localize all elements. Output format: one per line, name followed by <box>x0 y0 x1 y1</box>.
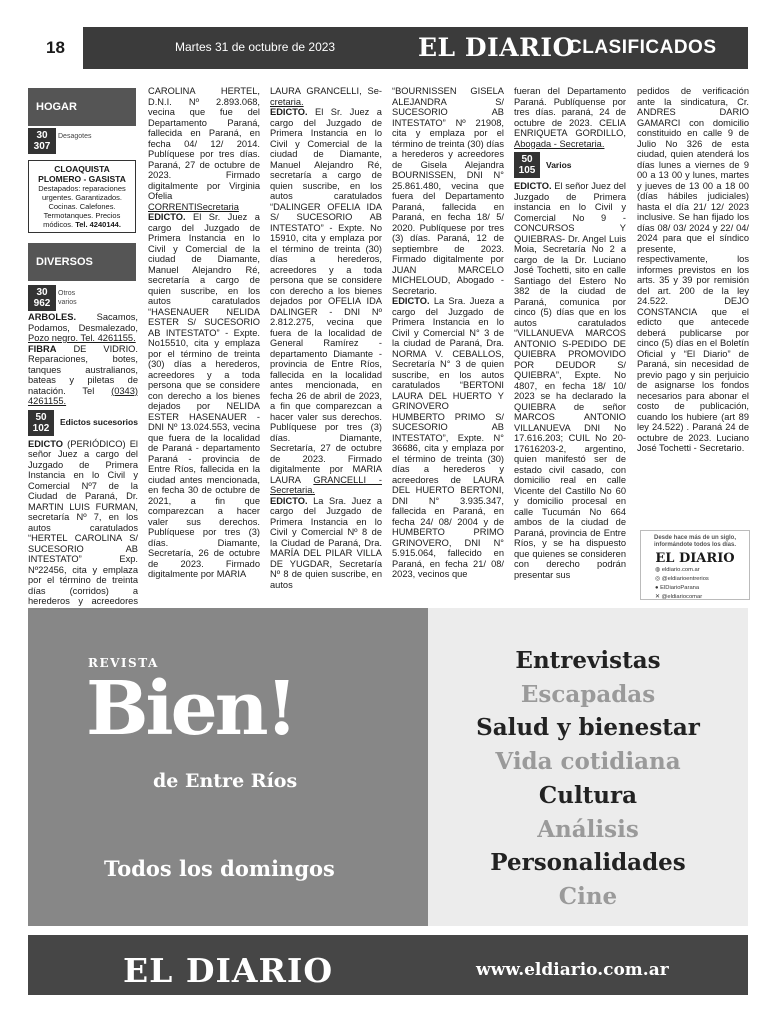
classified-arboles: ARBOLES. Sacamos, Podamos, Desmalezado, Pozo negro. Tel. 4261155. <box>28 312 138 343</box>
code-badge: 50 105 <box>514 152 540 178</box>
newspaper-logo: EL DIARIO <box>418 33 575 62</box>
topic-item: Entrevistas <box>515 647 661 674</box>
column-2 <box>148 86 260 580</box>
promo-tagline: Desde hace más de un siglo, informándote todos los días. <box>653 535 737 548</box>
classified-code-desagotes <box>28 128 136 158</box>
classified-fibra: FIBRA DE VIDRIO. Reparaciones, botes, tanques australianos, bateas y piletas de natación. Tel (0343) 4261155. <box>28 343 138 406</box>
facebook-icon: ● <box>655 585 659 591</box>
category-header-diversos: DIVERSOS <box>28 243 136 281</box>
classified-code-otros <box>28 285 136 315</box>
ad-body: Destapados: reparaciones urgentes. Garantizados. Cocinas. Calefones. Termotanques. Precios módicos. <box>38 184 126 229</box>
code-badge: 30 307 <box>28 128 56 154</box>
ad-phone: Tel. 4240144. <box>75 220 121 229</box>
code-label: Edictos sucesorios <box>60 417 138 428</box>
newspaper-promo-box <box>640 530 750 600</box>
page-number: 18 <box>28 27 83 69</box>
edicto-bournissen-cont: “BOURNISSEN GISELA ALEJANDRA S/ SUCESORIO AB INTESTATO” Nº 21908, cita y emplaza por el término de treinta (30) días a herederos y acreedores de Gisela Alejandra BOURNISSEN, DNI N° 25.861.480, vecina que fuera del Departamento Paraná, fallecida en Paraná, en fecha 18/ 5/ 2020. Publíquese por tres (3) días. Paraná, 12 de septiembre de 2023. Firmado digitalmente por JUAN MARCELO MICHELOUD, Abogado - Secretario. <box>392 86 504 296</box>
edicto-villanueva-cont: pedidos de verificación ante la sindicatura, Cr. ANDRES DARIO GAMARCI con domicilio constituido en calle 9 de Julio No 326 de esta ciudad, quien atenderá los días lunes a viernes de 9 00 a 13 00 y lunes, martes y jueves de 13 00 a 18 00 (días hábiles judiciales) hasta el día 21/ 12/ 2023 inclusive. Se han fijado los días 08/ 03/ 2024 y 22/ 04/ 2024 para que el síndico presente, respectivamente, los informes previstos en los arts. 35 y 39 por remisión del art. 200 de la ley 24.522. DEJO CONSTANCIA que el edicto que antecede deberá publicarse por cinco (5) días en el Boletín Oficial y “El Diario” de Paraná, sin necesidad de previo pago y sin perjuicio de asignarse los fondos necesarios para abonar el costo de publicación, cuando los hubiere (art 89 ley 24.522) . Paraná 24 de octubre de 2023. Luciano José Tochetti - Secretario. <box>637 86 749 453</box>
classified-ad-box <box>28 160 136 233</box>
topic-item: Salud y bienestar <box>476 714 700 742</box>
edicto-hertel-cont: CAROLINA HERTEL, D.N.I. Nº 2.893.068, vecina que fue del Departamento Paraná, fallecida en Paraná, en fecha 04/ 12/ 2014. Publíquese por tres días. Paraná, 27 de octubre de 2023. Firmado digitalmente por Virginia Ofelia CORRENTISecretaria <box>148 86 260 212</box>
code-badge: 50 102 <box>28 410 54 436</box>
ad-title-1: CLOAQUISTA <box>54 164 110 174</box>
instagram-icon: ◎ <box>655 576 661 582</box>
classified-code-edictos <box>28 410 138 436</box>
sidebar-hogar <box>28 88 136 233</box>
advert-left-panel <box>28 608 428 926</box>
code-label: Desagotes <box>58 133 92 140</box>
edicto-bertoni: EDICTO. La Sra. Jueza a cargo del Juzgado de Primera Instancia en lo Civil y Comercial N° 3 de la ciudad de Paraná, Dra. NORMA V. CEBALLOS, Secretaría N° 3 de quien suscribe, en los autos caratulados “BERTONI LAURA DEL HUERTO Y GRINOVERO HUMBERTO PRIMO S/ SUCESORIO AB INTESTATO”, Expte. N° 36686, cita y emplaza por el término de treinta (30) días a herederos y acreedores de LAURA DEL HUERTO BERTONI, DNI N° 3.935.347, fallecida en Paraná, en fecha 24/ 08/ 2004 y de HUMBERTO PRIMO GRINOVERO, DNI N° 5.915.064, fallecido en Paraná, en fecha 21/ 08/ 2023, vecinos que <box>392 296 504 579</box>
column-6 <box>637 86 749 454</box>
sidebar-diversos <box>28 243 136 315</box>
advert-footer-bar <box>28 935 748 995</box>
promo-web: ◍ eldiario.com.ar <box>655 567 700 573</box>
edicto-bertoni-cont: fueran del Departamento Paraná. Publíquense por tres días. paraná, 24 de octubre de 2023. CELIA ENRIQUETA GORDILLO, Abogada - Secretaria. <box>514 86 626 149</box>
advert-footer-logo: EL DIARIO <box>123 951 334 990</box>
code-label: Otros varios <box>58 290 77 306</box>
ad-title-2: PLOMERO - GASISTA <box>38 174 126 184</box>
edicto-hasenauer-cont: LAURA GRANCELLI, Se- cretaria. <box>270 86 382 107</box>
advert-footer-url[interactable]: www.eldiario.com.ar <box>476 960 669 980</box>
edicto-bournissen: EDICTO. La Sra. Juez a cargo del Juzgado de Primera Instancia en lo Civil y Comercial Nº 8 de la Ciudad de Paraná, Dra. MARÍA DEL PILAR VILLA DE YUGDAR, Secretaría Nº 8 de quien suscribe, en autos <box>270 495 382 590</box>
promo-facebook: ● ElDiarioParana <box>655 585 700 591</box>
column-3 <box>270 86 382 590</box>
promo-x: ✕ @eldiariocomar <box>655 594 703 600</box>
advert-slogan: Todos los domingos <box>104 856 335 881</box>
topic-item: Personalidades <box>490 849 686 877</box>
topic-item: Análisis <box>537 815 639 843</box>
advert-revista: REVISTA <box>88 656 159 670</box>
globe-icon: ◍ <box>655 567 661 573</box>
topic-item: Vida cotidiana <box>495 748 681 776</box>
promo-instagram: ◎ @eldiarioentrerios <box>655 576 709 582</box>
code-badge: 30 962 <box>28 285 56 311</box>
advert-topics <box>428 608 748 926</box>
promo-logo: EL DIARIO <box>655 551 735 566</box>
column-1 <box>28 312 138 617</box>
advert-title: Bien! <box>86 666 296 752</box>
x-icon: ✕ <box>655 594 660 600</box>
topic-item: Cine <box>558 882 618 910</box>
column-5 <box>514 86 626 580</box>
category-header-hogar: HOGAR <box>28 88 136 126</box>
edicto-villanueva: EDICTO. El señor Juez del Juzgado de Primera instancia en lo Civil y Comercial No 9 - CONCURSOS Y QUIEBRAS- Dr. Angel Luis Moia, Secretaría No 2 a cargo de la Dr. Luciano José Tochetti, sito en calle Santiago del Estero No 382 de la ciudad de Paraná, comunica por cinco (5) días que en los autos caratulados “VILLANUEVA MARCOS ANTONIO S-PEDIDO DE QUIEBRA PROMOVIDO POR DEUDOR S/ QUIEBRA”, Expte. No 4807, en fecha 18/ 10/ 2023 se ha declarado la QUIEBRA de señor MARCOS ANTONIO VILLANUEVA DNI No 17.616.203; CUIL No 20- 17616203-2, argentino, quien manifestó ser de estado civil casado, con domicilio real en calle Vicente del Castillo No 60 y domicilio procesal en calle Tucumán No 664 ambos de la ciudad de Paraná, provincia de Entre Ríos, y se ha dispuesto que quienes se consideren con derecho podrán presentar sus <box>514 181 626 580</box>
edicto-dalinger: EDICTO. El Sr. Juez a cargo del Juzgado de Primera Instancia en lo Civil y Comercial de la ciudad de Diamante, Manuel Alejandro Ré, secretaría a cargo de quien suscribe, en los autos caratulados “DALINGER OFELIA IDA S/ SUCESORIO AB INTESTATO” - Expte. No 15910, cita y emplaza por el término de treinta (30) días a herederos, acreedores y a toda persona que se considere con derecho a los bienes dejados por OFELIA IDA DALINGER - DNI Nº 2.812.275, vecina que fuera de la localidad de General Ramírez - departamento Diamante - provincia de Entre Ríos, fallecida en la localidad antes mencionada, en fecha 26 de abril de 2023, a fin que comparezcan a hacer valer sus derechos. Publíquese por tres (3) días. Diamante, Secretaría, 27 de octubre de 2023. Firmado digitalmente por MARIA LAURA GRANCELLI - Secretaria. <box>270 107 382 495</box>
issue-date: Martes 31 de octubre de 2023 <box>175 40 336 54</box>
classified-code-varios <box>514 152 626 178</box>
advert-footer <box>28 926 748 996</box>
section-title: CLASIFICADOS <box>568 37 717 58</box>
revista-bien-advert <box>28 608 748 996</box>
topic-item: Cultura <box>538 781 638 809</box>
code-label: Varios <box>546 159 572 170</box>
edicto-hertel: EDICTO (PERIÓDICO) El señor Juez a cargo del Juzgado de Primera Instancia en lo Civil y Comercial Nº7 de la Ciudad de Paraná, Dr. MARTIN LUIS FURMAN, secretaría Nº 7, en los autos caratulados “HERTEL CAROLINA S/ SUCESORIO AB INTESTATO” Exp. Nº22456, cita y emplaza por el término de treinta días (corridos) a herederos y acreedores <box>28 438 138 606</box>
page-header <box>28 27 748 69</box>
edicto-hasenauer: EDICTO. El Sr. Juez a cargo del Juzgado de Primera Instancia en lo Civil y Comercial de la ciudad de Diamante, Manuel Alejandro Ré, secretaría a cargo de quien suscribe, en los autos caratulados “HASENAUER NELIDA ESTER S/ SUCESORIO AB INTESTATO” - Expte. No15510, cita y emplaza por el término de treinta (30) días a herederos, acreedores y a toda persona que se considere con derecho a los bienes dejados por NELIDA ESTER HASENAUER - DNI Nº 13.024.553, vecina que fuera de la localidad de Paraná - departamento Paraná - provincia de Entre Ríos, fallecida en la ciudad antes mencionada, en fecha 30 de octubre de 2021, a fin que comparezcan a hacer valer sus derechos. Publíquese por tres (3) días. Diamante, Secretaría, 26 de octubre de 2023. Firmado digitalmente por MARIA <box>148 212 260 579</box>
topic-item: Escapadas <box>520 680 656 708</box>
advert-subtitle: de Entre Ríos <box>153 770 298 792</box>
column-4 <box>392 86 504 580</box>
header-bar <box>83 27 748 69</box>
